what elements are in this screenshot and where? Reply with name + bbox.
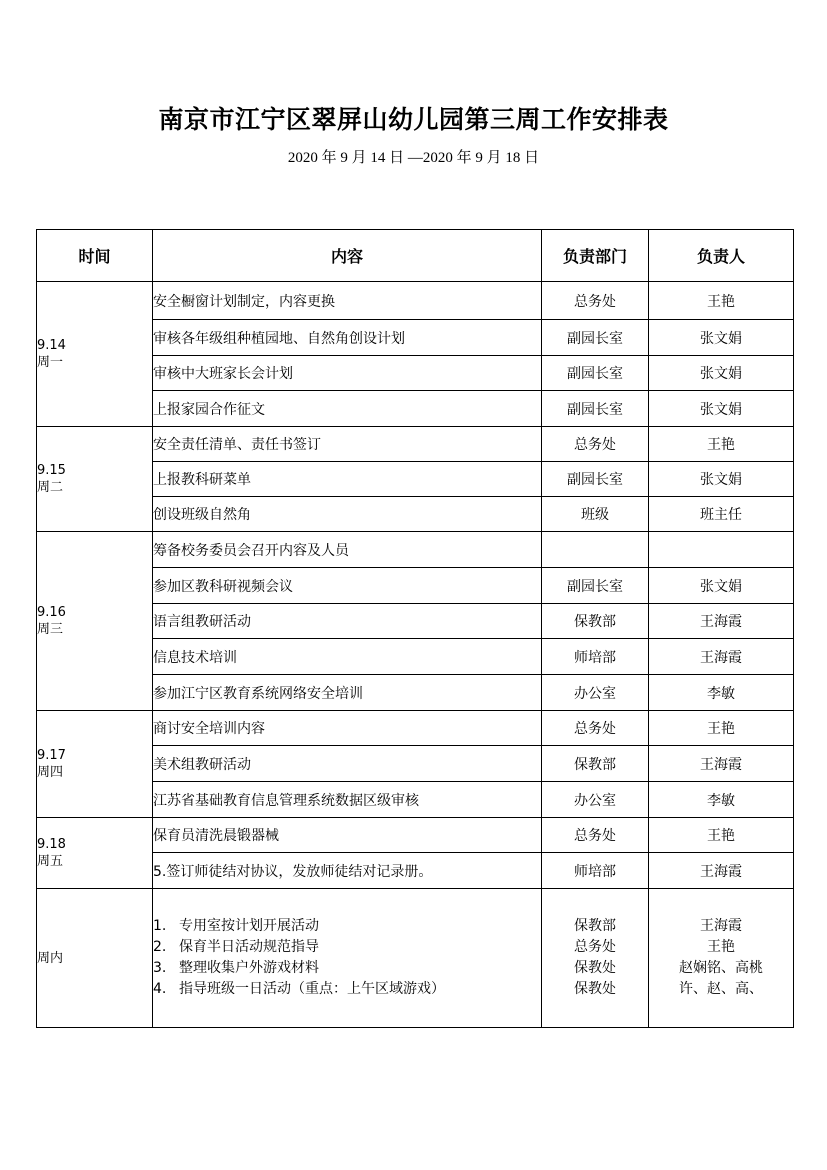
task-person: 班主任 (649, 497, 794, 532)
week-item-text: 专用室按计划开展活动 (179, 918, 319, 934)
week-item (153, 979, 541, 1000)
date-range: 2020 年 9 月 14 日 —2020 年 9 月 18 日 (287, 150, 540, 166)
task-content: 美术组教研活动 (153, 746, 542, 782)
task-content: 保育员清洗晨锻器械 (153, 818, 542, 853)
task-dept: 师培部 (542, 853, 649, 889)
week-item-number: 1. (153, 918, 167, 934)
task-content: 上报家园合作征文 (153, 391, 542, 427)
week-item-text: 保育半日活动规范指导 (179, 939, 319, 955)
schedule-body (37, 282, 794, 1028)
task-person: 张文娟 (649, 356, 794, 391)
task-dept: 办公室 (542, 782, 649, 818)
task-dept: 班级 (542, 497, 649, 532)
schedule-table (36, 229, 794, 1028)
table-row (37, 282, 794, 320)
week-row (37, 889, 794, 1028)
task-person: 王海霞 (649, 604, 794, 639)
day-date: 9.18 (37, 837, 66, 852)
task-dept: 保教部 (542, 604, 649, 639)
task-content: 创设班级自然角 (153, 497, 542, 532)
task-dept: 副园长室 (542, 356, 649, 391)
day-weekday: 周四 (37, 765, 64, 780)
task-person: 李敏 (649, 782, 794, 818)
day-cell (37, 711, 153, 818)
task-dept: 副园长室 (542, 391, 649, 427)
task-content: 江苏省基础教育信息管理系统数据区级审核 (153, 782, 542, 818)
week-item-dept: 保教处 (574, 981, 616, 997)
day-weekday: 周五 (37, 854, 64, 869)
table-row (37, 532, 794, 568)
week-item-dept: 总务处 (574, 939, 616, 955)
task-content: 审核中大班家长会计划 (153, 356, 542, 391)
task-dept: 副园长室 (542, 568, 649, 604)
header-person: 负责人 (649, 230, 794, 282)
task-dept: 副园长室 (542, 320, 649, 356)
task-person (649, 532, 794, 568)
task-person: 王海霞 (649, 639, 794, 675)
task-content: 信息技术培训 (153, 639, 542, 675)
week-item-person: 王海霞 (700, 918, 742, 934)
day-weekday: 周二 (37, 480, 64, 495)
day-weekday: 周一 (37, 355, 64, 370)
task-dept: 保教部 (542, 746, 649, 782)
task-person: 王艳 (649, 282, 794, 320)
task-dept: 副园长室 (542, 462, 649, 497)
task-content: 5.签订师徒结对协议，发放师徒结对记录册。 (153, 853, 542, 889)
week-person-cell (649, 889, 794, 1028)
week-item-number: 3. (153, 960, 167, 976)
task-dept: 师培部 (542, 639, 649, 675)
task-content: 审核各年级组种植园地、自然角创设计划 (153, 320, 542, 356)
week-content-cell (153, 889, 542, 1028)
task-person: 张文娟 (649, 462, 794, 497)
day-date: 9.15 (37, 463, 66, 478)
page-title: 南京市江宁区翠屏山幼儿园第三周工作安排表 (158, 105, 669, 134)
task-person: 王艳 (649, 711, 794, 746)
task-content: 商讨安全培训内容 (153, 711, 542, 746)
header-row (37, 230, 794, 282)
day-cell (37, 532, 153, 711)
table-row (37, 711, 794, 746)
week-item-text: 整理收集户外游戏材料 (179, 960, 319, 976)
task-person: 王艳 (649, 427, 794, 462)
task-dept: 总务处 (542, 427, 649, 462)
task-dept: 办公室 (542, 675, 649, 711)
task-content: 安全责任清单、责任书签订 (153, 427, 542, 462)
week-item-number: 2. (153, 939, 167, 955)
week-item (153, 937, 541, 958)
task-person: 李敏 (649, 675, 794, 711)
task-person: 王艳 (649, 818, 794, 853)
task-content: 上报教科研菜单 (153, 462, 542, 497)
day-date: 9.14 (37, 338, 66, 353)
day-cell (37, 282, 153, 427)
task-content: 安全橱窗计划制定，内容更换 (153, 282, 542, 320)
task-person: 张文娟 (649, 391, 794, 427)
task-dept (542, 532, 649, 568)
week-item-person: 王艳 (707, 939, 735, 955)
week-item (153, 916, 541, 937)
week-item-person: 许、赵、高、 (679, 981, 763, 997)
week-item-number: 4. (153, 981, 167, 997)
day-cell (37, 818, 153, 889)
header-content: 内容 (153, 230, 542, 282)
task-dept: 总务处 (542, 711, 649, 746)
task-content: 参加江宁区教育系统网络安全培训 (153, 675, 542, 711)
week-item-dept: 保教部 (574, 918, 616, 934)
task-dept: 总务处 (542, 282, 649, 320)
header-dept: 负责部门 (542, 230, 649, 282)
week-dept-cell (542, 889, 649, 1028)
task-person: 王海霞 (649, 853, 794, 889)
week-item-person: 赵娴铭、高桃 (679, 960, 763, 976)
task-person: 张文娟 (649, 568, 794, 604)
day-weekday: 周三 (37, 622, 64, 637)
task-dept: 总务处 (542, 818, 649, 853)
week-item (153, 958, 541, 979)
week-item-text: 指导班级一日活动（重点：上午区域游戏） (179, 981, 445, 997)
task-person: 王海霞 (649, 746, 794, 782)
task-content: 筹备校务委员会召开内容及人员 (153, 532, 542, 568)
table-row (37, 818, 794, 853)
header-time: 时间 (37, 230, 153, 282)
day-date: 9.16 (37, 605, 66, 620)
week-label: 周内 (37, 889, 153, 1028)
task-person: 张文娟 (649, 320, 794, 356)
task-content: 参加区教科研视频会议 (153, 568, 542, 604)
week-item-dept: 保教处 (574, 960, 616, 976)
day-cell (37, 427, 153, 532)
task-content: 语言组教研活动 (153, 604, 542, 639)
table-row (37, 427, 794, 462)
day-date: 9.17 (37, 748, 66, 763)
